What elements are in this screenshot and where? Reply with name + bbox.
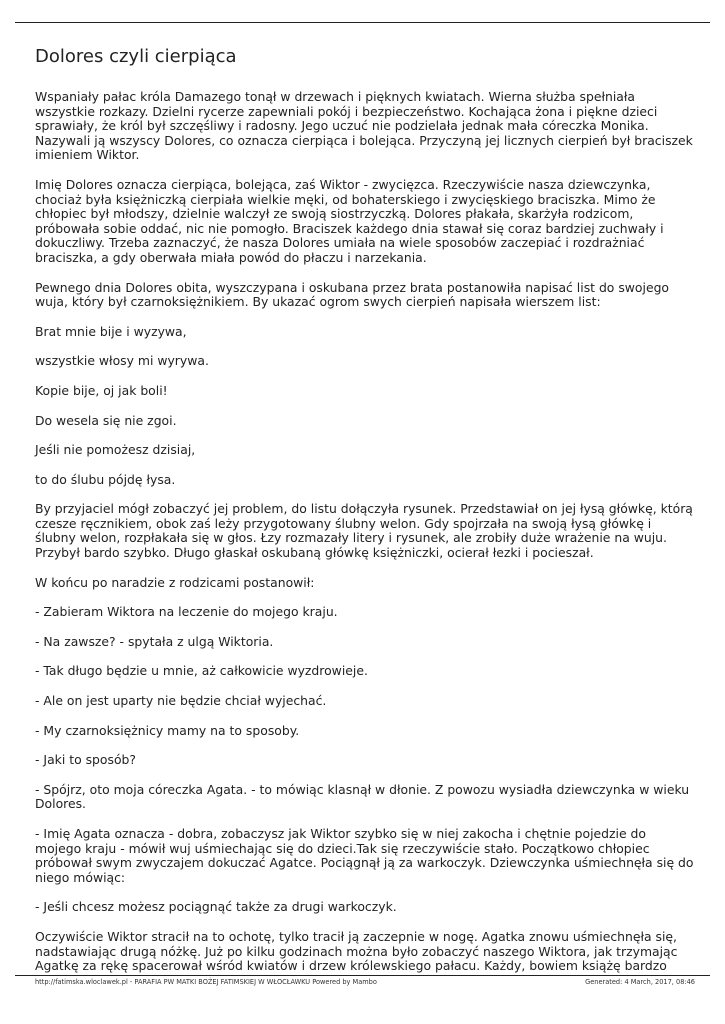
dialogue-line: - My czarnoksiężnicy mamy na to sposoby. (35, 722, 300, 738)
dialogue-line: - Ale on jest uparty nie będzie chciał wyjechać. (35, 693, 327, 709)
footer-powered: Powered by Mambo (312, 978, 377, 986)
dialogue-line: - Spójrz, oto moja córeczka Agata. - to mówiąc klasnął w dłonie. Z powozu wysiadła dziewczynka w wieku Dolores. (35, 781, 690, 812)
dialogue-line: - Jaki to sposób? (35, 752, 136, 768)
dialogue-line: - Zabieram Wiktora na leczenie do mojego kraju. (35, 604, 338, 620)
poem-line: Do wesela się nie zgoi. (35, 412, 177, 428)
paragraph: Wspaniały pałac króla Damazego tonął w drzewach i pięknych kwiatach. Wierna służba spełniała wszystkie rozkazy. Dzielni rycerze zapewniali pokój i bezpieczeństwo. Kochająca żona i piękne dzieci sprawiały, że król był szczęśliwy i radosny. Jego uczuć nie podzielała jednak mała córeczka Monika. Nazywali ją wszyscy Dolores, co oznacza cierpiąca i bolejąca. Przyczyną jej licznych cierpień był braciszek imieniem Wiktor. (35, 89, 693, 163)
paragraph: Pewnego dnia Dolores obita, wyszczypana i oskubana przez brata postanowiła napisać list do swojego wuja, który był czarnoksiężnikiem. By ukazać ogrom swych cierpień napisała wierszem list: (35, 279, 670, 310)
footer-rule (15, 975, 710, 976)
paragraph: By przyjaciel mógł zobaczyć jej problem, do listu dołączyła rysunek. Przedstawiał on jej łysą główkę, którą czesze ręcznikiem, obok zaś leży przygotowany ślubny welon. Gdy spojrzała na swoją łysą główkę i ślubny welon, rozpłakała się w głos. Łzy rozmazały litery i rysunek, ale zrobiły duże wrażenie na wuju. Przybył bardo szybko. Długo głaskał oskubaną główkę księżniczki, ocierał łezki i pocieszał. (35, 501, 693, 561)
dialogue-line: - Na zawsze? - spytała z ulgą Wiktoria. (35, 633, 274, 649)
page-title: Dolores czyli cierpiąca (35, 46, 237, 68)
footer-url: http://fatimska.wloclawek.pl - PARAFIA PW MATKI BOŻEJ FATIMSKIEJ W WŁOCŁAWKU (35, 978, 311, 986)
article-body (35, 90, 695, 989)
poem-line: to do ślubu pójdę łysa. (35, 471, 176, 487)
paragraph: Imię Dolores oznacza cierpiąca, bolejąca, zaś Wiktor - zwycięzca. Rzeczywiście nasza dziewczynka, chociaż była księżniczką cierpiała wielkie męki, od bohaterskiego i zwycięskiego braciszka. Mimo że chłopiec był młodszy, dzielnie walczył ze swoją siostrzyczką. Dolores płakała, skarżyła rodzicom, próbowała sobie oddać, nic nie pomogło. Braciszek każdego dnia stawał się coraz bardziej zuchwały i dokuczliwy. Trzeba zaznaczyć, że nasza Dolores umiała na wiele sposobów zaczepiać i rozdrażniać braciszka, a gdy oberwała miała powód do płaczu i narzekania. (35, 176, 664, 265)
footer-generated: Generated: 4 March, 2017, 08:46 (585, 978, 695, 986)
footer-source (35, 978, 377, 986)
header-rule (15, 22, 710, 23)
poem-line: Brat mnie bije i wyzywa, (35, 323, 187, 339)
poem-line: Kopie bije, oj jak boli! (35, 382, 168, 398)
paragraph: W końcu po naradzie z rodzicami postanowił: (35, 574, 315, 590)
dialogue-line: - Tak długo będzie u mnie, aż całkowicie wyzdrowieje. (35, 663, 368, 679)
dialogue-line: - Jeśli chcesz możesz pociągnąć także za drugi warkoczyk. (35, 899, 397, 915)
dialogue-line: - Imię Agata oznacza - dobra, zobaczysz jak Wiktor szybko się w niej zakocha i chętnie pojedzie do mojego kraju - mówił wuj uśmiechając się do dzieci.Tak się rzeczywiście stało. Początkowo chłopiec próbował swym zwyczajem dokuczać Agatce. Pociągnął ją za warkoczyk. Dziewczynka uśmiechnęła się do niego mówiąc: (35, 826, 694, 885)
poem-line: wszystkie włosy mi wyrywa. (35, 353, 209, 369)
poem-line: Jeśli nie pomożesz dzisiaj, (35, 442, 196, 458)
paragraph: Oczywiście Wiktor stracił na to ochotę, tylko tracił ją zaczepnie w nogę. Agatka znowu uśmiechnęła się, nadstawiając drugą nóżkę. Już po kilku godzinach można było zobaczyć naszego Wiktora, jak trzymając Agatkę za rękę spacerował wśród kwiatów i drzew królewskiego pałacu. Każdy, bowiem książę bardzo (35, 928, 678, 974)
